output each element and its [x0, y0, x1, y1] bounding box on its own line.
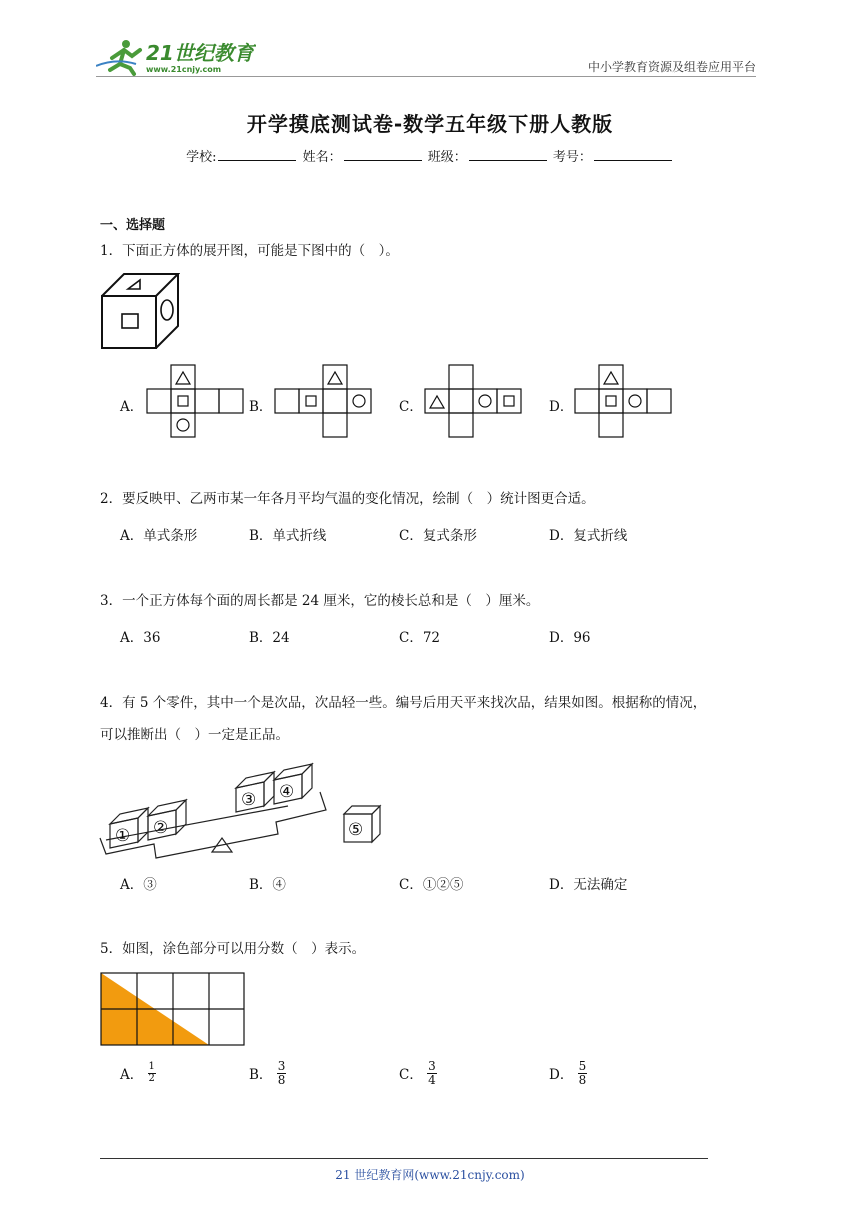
- fraction: $\frac{3}{4}$: [428, 1059, 436, 1087]
- school-label: 学校:: [186, 150, 217, 165]
- fraction: $\frac{1}{2}$: [148, 1061, 155, 1084]
- q5-option-d[interactable]: D． $\frac{5}{8}$: [549, 1059, 587, 1087]
- question-4-line-1: 4．有 5 个零件，其中一个是次品，次品轻一些。编号后用天平来找次品，结果如图。根据称的情况，: [100, 695, 707, 711]
- part-1-label: ①: [115, 826, 131, 846]
- fraction: $\frac{3}{8}$: [277, 1059, 286, 1087]
- exam-number-label: 考号：: [552, 150, 592, 165]
- q5-option-c[interactable]: C． $\frac{3}{4}$: [399, 1059, 436, 1087]
- svg-text:21世纪教育: 21世纪教育: [146, 41, 254, 65]
- q1-option-a-label[interactable]: A．: [120, 399, 144, 415]
- runner-icon: [96, 40, 140, 74]
- q3-option-b[interactable]: B．24: [249, 630, 290, 646]
- shaded-grid-figure: [100, 972, 246, 1052]
- fraction: $\frac{5}{8}$: [578, 1059, 587, 1087]
- class-label: 班级：: [427, 150, 467, 165]
- name-blank[interactable]: [344, 148, 422, 161]
- q1-option-b-label[interactable]: B．: [249, 399, 273, 415]
- q5-option-a[interactable]: A． $\frac{1}{2}$: [120, 1061, 155, 1084]
- part-2-label: ②: [153, 818, 169, 838]
- q3-option-d[interactable]: D．96: [549, 630, 591, 646]
- q1-option-c-label[interactable]: C．: [399, 399, 423, 415]
- question-5: 5．如图，涂色部分可以用分数（ ）表示。: [100, 941, 366, 957]
- q2-option-c[interactable]: C．复式条形: [399, 528, 477, 544]
- site-logo: [96, 36, 256, 76]
- student-info-fields: [0, 146, 860, 165]
- q4-option-d[interactable]: D．无法确定: [549, 877, 628, 893]
- q3-option-a[interactable]: A．36: [120, 630, 161, 646]
- cube-figure: [100, 272, 180, 356]
- header-divider: [96, 76, 756, 77]
- footer-divider: [100, 1158, 708, 1159]
- part-5-label: ⑤: [348, 820, 364, 840]
- footer-link[interactable]: 21 世纪教育网(www.21cnjy.com): [335, 1168, 525, 1182]
- q1-option-d-label[interactable]: D．: [549, 399, 574, 415]
- q2-option-b[interactable]: B．单式折线: [249, 528, 327, 544]
- question-4-line-2: 可以推断出（ ）一定是正品。: [100, 727, 289, 743]
- q2-option-a[interactable]: A．单式条形: [120, 528, 198, 544]
- q2-option-d[interactable]: D．复式折线: [549, 528, 628, 544]
- question-3: 3．一个正方体每个面的周长都是 24 厘米，它的棱长总和是（ ）厘米。: [100, 593, 540, 609]
- question-2: 2．要反映甲、乙两市某一年各月平均气温的变化情况，绘制（ ）统计图更合适。: [100, 491, 595, 507]
- q3-option-c[interactable]: C．72: [399, 630, 441, 646]
- part-3-label: ③: [241, 790, 257, 810]
- q4-option-a[interactable]: A．③: [120, 877, 157, 893]
- school-blank[interactable]: [218, 148, 296, 161]
- exam-number-blank[interactable]: [594, 148, 672, 161]
- balance-scale-figure: [98, 752, 388, 866]
- q4-option-b[interactable]: B．④: [249, 877, 286, 893]
- q1-option-d-net[interactable]: [574, 362, 678, 444]
- page-title: 开学摸底测试卷-数学五年级下册人教版: [246, 112, 614, 136]
- platform-name: 中小学教育资源及组卷应用平台: [587, 60, 756, 74]
- q1-option-c-net[interactable]: [424, 362, 528, 444]
- q4-option-c[interactable]: C．①②⑤: [399, 877, 464, 893]
- name-label: 姓名：: [302, 150, 342, 165]
- q5-option-b[interactable]: B． $\frac{3}{8}$: [249, 1059, 286, 1087]
- svg-text:www.21cnjy.com: www.21cnjy.com: [146, 65, 222, 74]
- part-4-label: ④: [279, 782, 295, 802]
- class-blank[interactable]: [469, 148, 547, 161]
- q1-option-a-net[interactable]: [146, 362, 246, 444]
- q1-option-b-net[interactable]: [274, 362, 378, 444]
- question-1: 1．下面正方体的展开图，可能是下图中的（ ）。: [100, 243, 399, 259]
- section-heading: 一、选择题: [100, 218, 166, 233]
